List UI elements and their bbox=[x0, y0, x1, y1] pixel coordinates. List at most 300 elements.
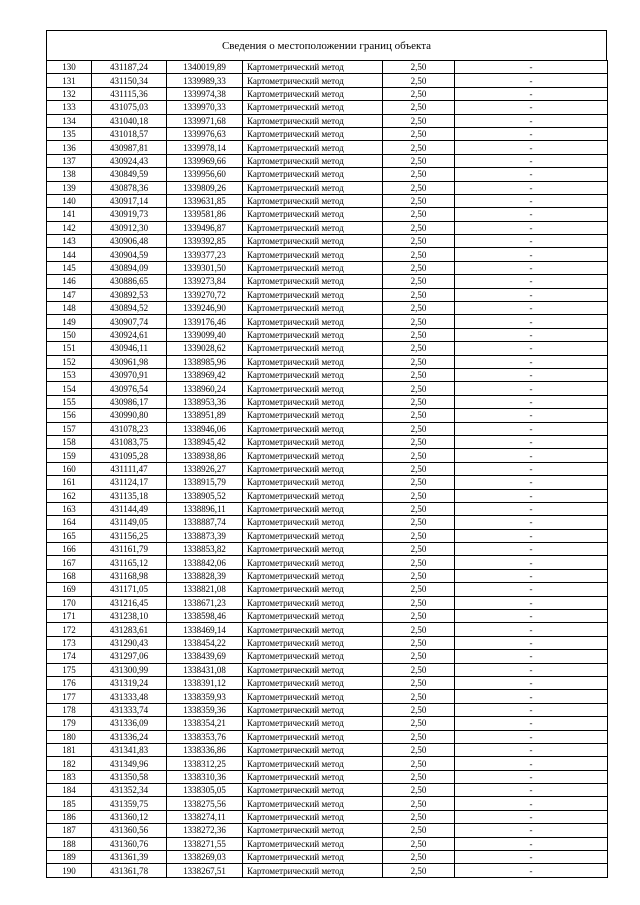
method-cell: Картометрический метод bbox=[243, 355, 383, 368]
method-cell: Картометрический метод bbox=[243, 275, 383, 288]
accuracy-cell: 2,50 bbox=[383, 797, 455, 810]
y-coordinate-cell: 1338274,11 bbox=[167, 810, 243, 823]
x-coordinate-cell: 431149,05 bbox=[92, 516, 167, 529]
table-row bbox=[47, 663, 608, 676]
method-cell: Картометрический метод bbox=[243, 623, 383, 636]
table-row bbox=[47, 221, 608, 234]
x-coordinate-cell: 431319,24 bbox=[92, 676, 167, 689]
point-number-cell: 130 bbox=[47, 61, 92, 74]
table-row bbox=[47, 127, 608, 140]
table-row bbox=[47, 851, 608, 864]
point-number-cell: 170 bbox=[47, 596, 92, 609]
table-row bbox=[47, 154, 608, 167]
table-row bbox=[47, 382, 608, 395]
table-row bbox=[47, 556, 608, 569]
description-cell: - bbox=[455, 676, 608, 689]
x-coordinate-cell: 430987,81 bbox=[92, 141, 167, 154]
table-row bbox=[47, 449, 608, 462]
table-row bbox=[47, 690, 608, 703]
point-number-cell: 173 bbox=[47, 636, 92, 649]
method-cell: Картометрический метод bbox=[243, 784, 383, 797]
coordinates-table-body bbox=[47, 61, 608, 878]
method-cell: Картометрический метод bbox=[243, 168, 383, 181]
description-cell: - bbox=[455, 355, 608, 368]
point-number-cell: 151 bbox=[47, 342, 92, 355]
table-row bbox=[47, 770, 608, 783]
accuracy-cell: 2,50 bbox=[383, 248, 455, 261]
method-cell: Картометрический метод bbox=[243, 302, 383, 315]
table-row bbox=[47, 302, 608, 315]
point-number-cell: 165 bbox=[47, 529, 92, 542]
x-coordinate-cell: 430924,61 bbox=[92, 328, 167, 341]
method-cell: Картометрический метод bbox=[243, 61, 383, 74]
x-coordinate-cell: 431297,06 bbox=[92, 650, 167, 663]
description-cell: - bbox=[455, 489, 608, 502]
point-number-cell: 189 bbox=[47, 851, 92, 864]
x-coordinate-cell: 431360,56 bbox=[92, 824, 167, 837]
y-coordinate-cell: 1338671,23 bbox=[167, 596, 243, 609]
description-cell: - bbox=[455, 650, 608, 663]
table-row bbox=[47, 114, 608, 127]
x-coordinate-cell: 431333,74 bbox=[92, 703, 167, 716]
y-coordinate-cell: 1339971,68 bbox=[167, 114, 243, 127]
description-cell: - bbox=[455, 395, 608, 408]
point-number-cell: 143 bbox=[47, 235, 92, 248]
y-coordinate-cell: 1340019,89 bbox=[167, 61, 243, 74]
y-coordinate-cell: 1338938,86 bbox=[167, 449, 243, 462]
y-coordinate-cell: 1339270,72 bbox=[167, 288, 243, 301]
table-row bbox=[47, 583, 608, 596]
accuracy-cell: 2,50 bbox=[383, 730, 455, 743]
y-coordinate-cell: 1339976,63 bbox=[167, 127, 243, 140]
x-coordinate-cell: 430961,98 bbox=[92, 355, 167, 368]
y-coordinate-cell: 1338946,06 bbox=[167, 422, 243, 435]
y-coordinate-cell: 1338269,03 bbox=[167, 851, 243, 864]
point-number-cell: 142 bbox=[47, 221, 92, 234]
y-coordinate-cell: 1338905,52 bbox=[167, 489, 243, 502]
description-cell: - bbox=[455, 449, 608, 462]
description-cell: - bbox=[455, 261, 608, 274]
x-coordinate-cell: 430924,43 bbox=[92, 154, 167, 167]
accuracy-cell: 2,50 bbox=[383, 810, 455, 823]
accuracy-cell: 2,50 bbox=[383, 663, 455, 676]
y-coordinate-cell: 1338354,21 bbox=[167, 717, 243, 730]
table-row bbox=[47, 489, 608, 502]
method-cell: Картометрический метод bbox=[243, 676, 383, 689]
description-cell: - bbox=[455, 596, 608, 609]
table-row bbox=[47, 409, 608, 422]
method-cell: Картометрический метод bbox=[243, 422, 383, 435]
table-row bbox=[47, 837, 608, 850]
method-cell: Картометрический метод bbox=[243, 114, 383, 127]
x-coordinate-cell: 430904,59 bbox=[92, 248, 167, 261]
point-number-cell: 167 bbox=[47, 556, 92, 569]
x-coordinate-cell: 431336,09 bbox=[92, 717, 167, 730]
accuracy-cell: 2,50 bbox=[383, 462, 455, 475]
point-number-cell: 156 bbox=[47, 409, 92, 422]
method-cell: Картометрический метод bbox=[243, 837, 383, 850]
method-cell: Картометрический метод bbox=[243, 449, 383, 462]
point-number-cell: 132 bbox=[47, 87, 92, 100]
table-row bbox=[47, 315, 608, 328]
y-coordinate-cell: 1338359,93 bbox=[167, 690, 243, 703]
accuracy-cell: 2,50 bbox=[383, 101, 455, 114]
method-cell: Картометрический метод bbox=[243, 462, 383, 475]
y-coordinate-cell: 1338821,08 bbox=[167, 583, 243, 596]
x-coordinate-cell: 431216,45 bbox=[92, 596, 167, 609]
table-row bbox=[47, 87, 608, 100]
x-coordinate-cell: 430906,48 bbox=[92, 235, 167, 248]
accuracy-cell: 2,50 bbox=[383, 435, 455, 448]
x-coordinate-cell: 431124,17 bbox=[92, 476, 167, 489]
description-cell: - bbox=[455, 221, 608, 234]
accuracy-cell: 2,50 bbox=[383, 703, 455, 716]
table-row bbox=[47, 717, 608, 730]
method-cell: Картометрический метод bbox=[243, 141, 383, 154]
table-row bbox=[47, 328, 608, 341]
x-coordinate-cell: 431360,12 bbox=[92, 810, 167, 823]
document-page bbox=[46, 30, 607, 878]
table-row bbox=[47, 529, 608, 542]
description-cell: - bbox=[455, 382, 608, 395]
point-number-cell: 162 bbox=[47, 489, 92, 502]
description-cell: - bbox=[455, 743, 608, 756]
method-cell: Картометрический метод bbox=[243, 703, 383, 716]
point-number-cell: 133 bbox=[47, 101, 92, 114]
description-cell: - bbox=[455, 569, 608, 582]
accuracy-cell: 2,50 bbox=[383, 851, 455, 864]
y-coordinate-cell: 1339273,84 bbox=[167, 275, 243, 288]
x-coordinate-cell: 431350,58 bbox=[92, 770, 167, 783]
accuracy-cell: 2,50 bbox=[383, 623, 455, 636]
description-cell: - bbox=[455, 435, 608, 448]
description-cell: - bbox=[455, 315, 608, 328]
accuracy-cell: 2,50 bbox=[383, 181, 455, 194]
y-coordinate-cell: 1339581,86 bbox=[167, 208, 243, 221]
y-coordinate-cell: 1338431,08 bbox=[167, 663, 243, 676]
method-cell: Картометрический метод bbox=[243, 288, 383, 301]
table-row bbox=[47, 208, 608, 221]
accuracy-cell: 2,50 bbox=[383, 516, 455, 529]
accuracy-cell: 2,50 bbox=[383, 583, 455, 596]
description-cell: - bbox=[455, 636, 608, 649]
description-cell: - bbox=[455, 663, 608, 676]
table-row bbox=[47, 543, 608, 556]
description-cell: - bbox=[455, 194, 608, 207]
description-cell: - bbox=[455, 730, 608, 743]
description-cell: - bbox=[455, 824, 608, 837]
table-row bbox=[47, 101, 608, 114]
x-coordinate-cell: 431095,28 bbox=[92, 449, 167, 462]
x-coordinate-cell: 430990,80 bbox=[92, 409, 167, 422]
y-coordinate-cell: 1338873,39 bbox=[167, 529, 243, 542]
x-coordinate-cell: 431150,34 bbox=[92, 74, 167, 87]
method-cell: Картометрический метод bbox=[243, 610, 383, 623]
description-cell: - bbox=[455, 114, 608, 127]
accuracy-cell: 2,50 bbox=[383, 824, 455, 837]
description-cell: - bbox=[455, 810, 608, 823]
x-coordinate-cell: 430912,30 bbox=[92, 221, 167, 234]
point-number-cell: 144 bbox=[47, 248, 92, 261]
y-coordinate-cell: 1339978,14 bbox=[167, 141, 243, 154]
description-cell: - bbox=[455, 368, 608, 381]
point-number-cell: 172 bbox=[47, 623, 92, 636]
point-number-cell: 186 bbox=[47, 810, 92, 823]
accuracy-cell: 2,50 bbox=[383, 864, 455, 877]
description-cell: - bbox=[455, 784, 608, 797]
table-row bbox=[47, 502, 608, 515]
method-cell: Картометрический метод bbox=[243, 770, 383, 783]
table-row bbox=[47, 569, 608, 582]
description-cell: - bbox=[455, 690, 608, 703]
y-coordinate-cell: 1339176,46 bbox=[167, 315, 243, 328]
description-cell: - bbox=[455, 623, 608, 636]
point-number-cell: 147 bbox=[47, 288, 92, 301]
description-cell: - bbox=[455, 516, 608, 529]
x-coordinate-cell: 431078,23 bbox=[92, 422, 167, 435]
accuracy-cell: 2,50 bbox=[383, 194, 455, 207]
accuracy-cell: 2,50 bbox=[383, 770, 455, 783]
method-cell: Картометрический метод bbox=[243, 636, 383, 649]
y-coordinate-cell: 1338312,25 bbox=[167, 757, 243, 770]
method-cell: Картометрический метод bbox=[243, 409, 383, 422]
table-row bbox=[47, 476, 608, 489]
table-row bbox=[47, 342, 608, 355]
table-row bbox=[47, 623, 608, 636]
description-cell: - bbox=[455, 235, 608, 248]
x-coordinate-cell: 430894,52 bbox=[92, 302, 167, 315]
accuracy-cell: 2,50 bbox=[383, 261, 455, 274]
accuracy-cell: 2,50 bbox=[383, 502, 455, 515]
method-cell: Картометрический метод bbox=[243, 87, 383, 100]
y-coordinate-cell: 1338896,11 bbox=[167, 502, 243, 515]
method-cell: Картометрический метод bbox=[243, 663, 383, 676]
description-cell: - bbox=[455, 851, 608, 864]
table-row bbox=[47, 275, 608, 288]
description-cell: - bbox=[455, 154, 608, 167]
accuracy-cell: 2,50 bbox=[383, 596, 455, 609]
description-cell: - bbox=[455, 208, 608, 221]
method-cell: Картометрический метод bbox=[243, 342, 383, 355]
y-coordinate-cell: 1338391,12 bbox=[167, 676, 243, 689]
x-coordinate-cell: 431359,75 bbox=[92, 797, 167, 810]
accuracy-cell: 2,50 bbox=[383, 127, 455, 140]
x-coordinate-cell: 431361,78 bbox=[92, 864, 167, 877]
x-coordinate-cell: 431333,48 bbox=[92, 690, 167, 703]
accuracy-cell: 2,50 bbox=[383, 784, 455, 797]
accuracy-cell: 2,50 bbox=[383, 168, 455, 181]
y-coordinate-cell: 1338915,79 bbox=[167, 476, 243, 489]
x-coordinate-cell: 431341,83 bbox=[92, 743, 167, 756]
table-row bbox=[47, 784, 608, 797]
method-cell: Картометрический метод bbox=[243, 864, 383, 877]
point-number-cell: 153 bbox=[47, 368, 92, 381]
point-number-cell: 183 bbox=[47, 770, 92, 783]
point-number-cell: 139 bbox=[47, 181, 92, 194]
description-cell: - bbox=[455, 74, 608, 87]
coordinates-table bbox=[46, 60, 608, 878]
method-cell: Картометрический метод bbox=[243, 328, 383, 341]
x-coordinate-cell: 430878,36 bbox=[92, 181, 167, 194]
x-coordinate-cell: 430849,59 bbox=[92, 168, 167, 181]
accuracy-cell: 2,50 bbox=[383, 743, 455, 756]
description-cell: - bbox=[455, 168, 608, 181]
description-cell: - bbox=[455, 409, 608, 422]
x-coordinate-cell: 430970,91 bbox=[92, 368, 167, 381]
description-cell: - bbox=[455, 462, 608, 475]
accuracy-cell: 2,50 bbox=[383, 529, 455, 542]
accuracy-cell: 2,50 bbox=[383, 275, 455, 288]
description-cell: - bbox=[455, 556, 608, 569]
x-coordinate-cell: 430986,17 bbox=[92, 395, 167, 408]
table-row bbox=[47, 74, 608, 87]
y-coordinate-cell: 1339028,62 bbox=[167, 342, 243, 355]
table-row bbox=[47, 650, 608, 663]
accuracy-cell: 2,50 bbox=[383, 757, 455, 770]
description-cell: - bbox=[455, 757, 608, 770]
accuracy-cell: 2,50 bbox=[383, 650, 455, 663]
method-cell: Картометрический метод bbox=[243, 797, 383, 810]
method-cell: Картометрический метод bbox=[243, 569, 383, 582]
x-coordinate-cell: 431156,25 bbox=[92, 529, 167, 542]
x-coordinate-cell: 431300,99 bbox=[92, 663, 167, 676]
table-row bbox=[47, 730, 608, 743]
method-cell: Картометрический метод bbox=[243, 690, 383, 703]
method-cell: Картометрический метод bbox=[243, 730, 383, 743]
y-coordinate-cell: 1338945,42 bbox=[167, 435, 243, 448]
accuracy-cell: 2,50 bbox=[383, 569, 455, 582]
accuracy-cell: 2,50 bbox=[383, 302, 455, 315]
x-coordinate-cell: 430886,65 bbox=[92, 275, 167, 288]
point-number-cell: 157 bbox=[47, 422, 92, 435]
description-cell: - bbox=[455, 127, 608, 140]
accuracy-cell: 2,50 bbox=[383, 235, 455, 248]
point-number-cell: 182 bbox=[47, 757, 92, 770]
x-coordinate-cell: 431238,10 bbox=[92, 610, 167, 623]
method-cell: Картометрический метод bbox=[243, 556, 383, 569]
description-cell: - bbox=[455, 141, 608, 154]
table-row bbox=[47, 395, 608, 408]
description-cell: - bbox=[455, 543, 608, 556]
x-coordinate-cell: 431290,43 bbox=[92, 636, 167, 649]
y-coordinate-cell: 1338951,89 bbox=[167, 409, 243, 422]
method-cell: Картометрический метод bbox=[243, 851, 383, 864]
method-cell: Картометрический метод bbox=[243, 650, 383, 663]
method-cell: Картометрический метод bbox=[243, 596, 383, 609]
y-coordinate-cell: 1339969,66 bbox=[167, 154, 243, 167]
accuracy-cell: 2,50 bbox=[383, 382, 455, 395]
point-number-cell: 178 bbox=[47, 703, 92, 716]
y-coordinate-cell: 1339809,26 bbox=[167, 181, 243, 194]
y-coordinate-cell: 1339989,33 bbox=[167, 74, 243, 87]
accuracy-cell: 2,50 bbox=[383, 141, 455, 154]
x-coordinate-cell: 431111,47 bbox=[92, 462, 167, 475]
method-cell: Картометрический метод bbox=[243, 261, 383, 274]
table-row bbox=[47, 703, 608, 716]
method-cell: Картометрический метод bbox=[243, 516, 383, 529]
table-row bbox=[47, 610, 608, 623]
x-coordinate-cell: 431168,98 bbox=[92, 569, 167, 582]
method-cell: Картометрический метод bbox=[243, 194, 383, 207]
table-row bbox=[47, 757, 608, 770]
accuracy-cell: 2,50 bbox=[383, 837, 455, 850]
accuracy-cell: 2,50 bbox=[383, 449, 455, 462]
point-number-cell: 184 bbox=[47, 784, 92, 797]
point-number-cell: 169 bbox=[47, 583, 92, 596]
accuracy-cell: 2,50 bbox=[383, 409, 455, 422]
x-coordinate-cell: 431171,05 bbox=[92, 583, 167, 596]
accuracy-cell: 2,50 bbox=[383, 208, 455, 221]
point-number-cell: 131 bbox=[47, 74, 92, 87]
point-number-cell: 176 bbox=[47, 676, 92, 689]
y-coordinate-cell: 1338828,39 bbox=[167, 569, 243, 582]
y-coordinate-cell: 1338953,36 bbox=[167, 395, 243, 408]
y-coordinate-cell: 1338926,27 bbox=[167, 462, 243, 475]
accuracy-cell: 2,50 bbox=[383, 690, 455, 703]
y-coordinate-cell: 1338310,36 bbox=[167, 770, 243, 783]
x-coordinate-cell: 431349,96 bbox=[92, 757, 167, 770]
description-cell: - bbox=[455, 302, 608, 315]
method-cell: Картометрический метод bbox=[243, 181, 383, 194]
table-row bbox=[47, 288, 608, 301]
x-coordinate-cell: 430919,73 bbox=[92, 208, 167, 221]
accuracy-cell: 2,50 bbox=[383, 636, 455, 649]
x-coordinate-cell: 431352,34 bbox=[92, 784, 167, 797]
method-cell: Картометрический метод bbox=[243, 824, 383, 837]
method-cell: Картометрический метод bbox=[243, 74, 383, 87]
description-cell: - bbox=[455, 101, 608, 114]
x-coordinate-cell: 430892,53 bbox=[92, 288, 167, 301]
description-cell: - bbox=[455, 770, 608, 783]
table-row bbox=[47, 596, 608, 609]
description-cell: - bbox=[455, 288, 608, 301]
description-cell: - bbox=[455, 61, 608, 74]
y-coordinate-cell: 1339974,38 bbox=[167, 87, 243, 100]
method-cell: Картометрический метод bbox=[243, 543, 383, 556]
description-cell: - bbox=[455, 610, 608, 623]
x-coordinate-cell: 430917,14 bbox=[92, 194, 167, 207]
description-cell: - bbox=[455, 275, 608, 288]
accuracy-cell: 2,50 bbox=[383, 395, 455, 408]
accuracy-cell: 2,50 bbox=[383, 221, 455, 234]
y-coordinate-cell: 1338887,74 bbox=[167, 516, 243, 529]
method-cell: Картометрический метод bbox=[243, 810, 383, 823]
accuracy-cell: 2,50 bbox=[383, 556, 455, 569]
y-coordinate-cell: 1338960,24 bbox=[167, 382, 243, 395]
accuracy-cell: 2,50 bbox=[383, 61, 455, 74]
x-coordinate-cell: 430976,54 bbox=[92, 382, 167, 395]
x-coordinate-cell: 431360,76 bbox=[92, 837, 167, 850]
y-coordinate-cell: 1338336,86 bbox=[167, 743, 243, 756]
table-row bbox=[47, 810, 608, 823]
table-row bbox=[47, 797, 608, 810]
table-row bbox=[47, 141, 608, 154]
accuracy-cell: 2,50 bbox=[383, 543, 455, 556]
point-number-cell: 175 bbox=[47, 663, 92, 676]
accuracy-cell: 2,50 bbox=[383, 315, 455, 328]
accuracy-cell: 2,50 bbox=[383, 422, 455, 435]
x-coordinate-cell: 431165,12 bbox=[92, 556, 167, 569]
y-coordinate-cell: 1338353,76 bbox=[167, 730, 243, 743]
table-row bbox=[47, 864, 608, 877]
point-number-cell: 135 bbox=[47, 127, 92, 140]
y-coordinate-cell: 1339099,40 bbox=[167, 328, 243, 341]
point-number-cell: 145 bbox=[47, 261, 92, 274]
accuracy-cell: 2,50 bbox=[383, 114, 455, 127]
point-number-cell: 152 bbox=[47, 355, 92, 368]
table-row bbox=[47, 516, 608, 529]
point-number-cell: 160 bbox=[47, 462, 92, 475]
